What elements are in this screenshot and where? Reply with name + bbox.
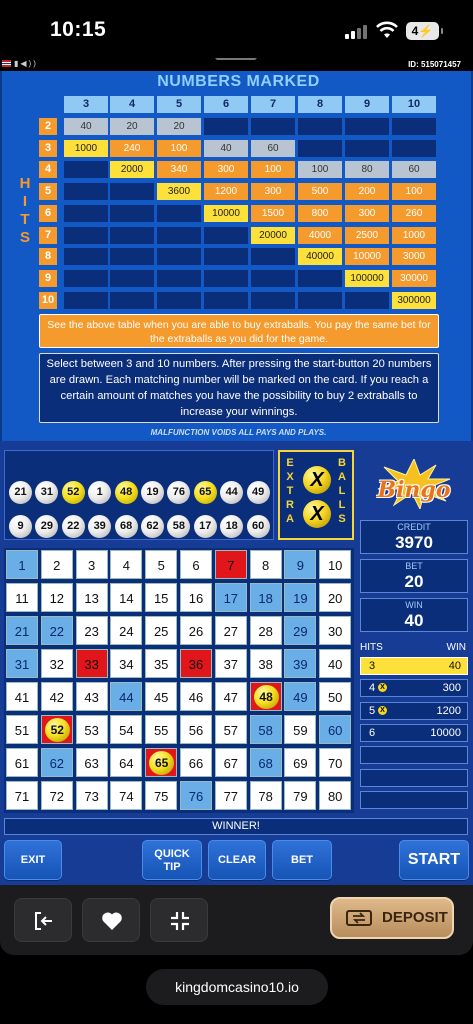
hits-letter: S <box>19 229 30 246</box>
paytable-cell <box>64 205 108 222</box>
paytable-cell: 1000 <box>392 227 436 244</box>
win-value: 1200 <box>436 704 461 717</box>
drawn-ball: 65 <box>194 481 217 504</box>
start-button[interactable]: START <box>399 840 469 880</box>
number-cell[interactable]: 12 <box>41 583 73 612</box>
paytable-cell <box>64 270 108 287</box>
paytable-cell <box>64 183 108 200</box>
number-cell[interactable]: 59 <box>284 715 316 744</box>
paytable-column-header: 8 <box>298 96 342 113</box>
number-cell[interactable] <box>41 715 73 744</box>
paytable-cell: 500 <box>298 183 342 200</box>
minimize-button[interactable] <box>150 898 208 942</box>
number-cell[interactable]: 40 <box>319 649 351 678</box>
number-cell[interactable]: 8 <box>250 550 282 579</box>
win-value: 40 <box>448 660 461 672</box>
paytable-cell <box>157 292 201 309</box>
paytable-cell <box>298 140 342 157</box>
paytable-column-header: 5 <box>157 96 201 113</box>
hits-letter: I <box>22 193 28 210</box>
paytable-cell: 100 <box>251 161 295 178</box>
number-cell[interactable]: 7 <box>215 550 247 579</box>
number-cell[interactable]: 37 <box>215 649 247 678</box>
paytable-cell <box>298 118 342 135</box>
bet-label: BET <box>405 561 423 571</box>
balls-letter: L <box>338 485 346 497</box>
hits-header: HITS <box>360 642 383 653</box>
number-cell[interactable]: 75 <box>145 781 177 810</box>
number-cell[interactable]: 69 <box>284 748 316 777</box>
number-cell[interactable]: 14 <box>110 583 142 612</box>
number-cell[interactable]: 46 <box>180 682 212 711</box>
paytable-cell: 40 <box>64 118 108 135</box>
paytable-cell <box>298 270 342 287</box>
paytable-hit-label: 5 <box>39 183 57 200</box>
drawn-ball: 62 <box>141 515 164 538</box>
number-cell[interactable]: 73 <box>76 781 108 810</box>
drawn-ball: 19 <box>141 481 164 504</box>
paytable-cell: 60 <box>392 161 436 178</box>
battery-indicator: 4⚡ <box>406 22 439 40</box>
paytable-cell <box>204 248 248 265</box>
paytable-cell: 800 <box>298 205 342 222</box>
number-cell[interactable]: 67 <box>215 748 247 777</box>
number-cell[interactable]: 33 <box>76 649 108 678</box>
number-cell[interactable]: 2 <box>41 550 73 579</box>
credit-label: CREDIT <box>397 522 431 532</box>
paytable-cell: 300000 <box>392 292 436 309</box>
deposit-icon <box>346 908 372 928</box>
drawn-ball: 22 <box>62 515 85 538</box>
hit-ball: 52 <box>45 718 70 742</box>
wifi-icon <box>376 21 398 39</box>
hits-win-row <box>360 791 468 809</box>
number-cell[interactable]: 16 <box>180 583 212 612</box>
number-cell[interactable]: 25 <box>145 616 177 645</box>
paytable-cell: 20000 <box>251 227 295 244</box>
hits-win-row <box>360 746 468 764</box>
extra-letter: T <box>286 485 294 497</box>
paytable-cell: 4000 <box>298 227 342 244</box>
drawn-ball: 49 <box>247 481 270 504</box>
extra-letter: R <box>286 499 294 511</box>
number-cell[interactable]: 55 <box>145 715 177 744</box>
sound-controls[interactable]: ▮◀)) <box>14 59 38 68</box>
quick-tip-line: TIP <box>163 861 181 873</box>
flag-icon[interactable] <box>2 60 11 67</box>
bet-box <box>360 559 468 593</box>
number-cell[interactable]: 15 <box>145 583 177 612</box>
number-cell[interactable]: 68 <box>250 748 282 777</box>
number-cell[interactable]: 60 <box>319 715 351 744</box>
paytable-hit-label: 4 <box>39 161 57 178</box>
drawn-ball: 18 <box>220 515 243 538</box>
number-cell[interactable]: 34 <box>110 649 142 678</box>
game-id: ID: 515071457 <box>408 60 461 69</box>
battery-level: 4 <box>411 24 419 38</box>
number-cell[interactable]: 80 <box>319 781 351 810</box>
paytable-cell: 340 <box>157 161 201 178</box>
drawn-ball: 68 <box>115 515 138 538</box>
exit-icon <box>32 909 56 933</box>
quick-tip-button[interactable] <box>142 840 202 880</box>
paytable-column-header: 10 <box>392 96 436 113</box>
clear-button[interactable]: CLEAR <box>208 840 266 880</box>
malfunction-notice: MALFUNCTION VOIDS ALL PAYS AND PLAYS. <box>150 428 327 437</box>
number-cell[interactable]: 57 <box>215 715 247 744</box>
number-cell[interactable]: 54 <box>110 715 142 744</box>
number-cell[interactable]: 27 <box>215 616 247 645</box>
paytable-cell <box>204 227 248 244</box>
number-cell[interactable]: 45 <box>145 682 177 711</box>
credit-value: 3970 <box>395 533 433 552</box>
number-cell[interactable]: 26 <box>180 616 212 645</box>
paytable-cell: 100 <box>298 161 342 178</box>
hits-value: 5 <box>369 704 376 717</box>
paytable-cell <box>110 248 154 265</box>
deposit-button[interactable] <box>330 897 454 939</box>
number-cell[interactable]: 30 <box>319 616 351 645</box>
win-label: WIN <box>405 600 423 610</box>
bingo-logo <box>362 455 466 515</box>
paytable-cell: 10000 <box>204 205 248 222</box>
extra-letter: A <box>286 513 294 525</box>
paytable-cell <box>345 140 389 157</box>
number-cell[interactable]: 62 <box>41 748 73 777</box>
paytable-cell: 1000 <box>64 140 108 157</box>
drawn-ball: 17 <box>194 515 217 538</box>
balls-letter: B <box>338 457 346 469</box>
number-cell[interactable]: 10 <box>319 550 351 579</box>
paytable-cell <box>110 227 154 244</box>
number-cell[interactable]: 64 <box>110 748 142 777</box>
win-value: 10000 <box>430 726 461 739</box>
number-cell[interactable]: 53 <box>76 715 108 744</box>
url-bar[interactable]: kingdomcasino10.io <box>146 969 328 1005</box>
paytable-column-header: 9 <box>345 96 389 113</box>
win-header: WIN <box>446 642 466 653</box>
paytable-cell: 200 <box>345 183 389 200</box>
number-cell[interactable]: 66 <box>180 748 212 777</box>
hits-value: 6 <box>369 726 376 739</box>
paytable-cell: 20 <box>157 118 201 135</box>
number-cell[interactable]: 5 <box>145 550 177 579</box>
number-cell[interactable]: 58 <box>250 715 282 744</box>
game-area <box>0 441 473 885</box>
number-cell[interactable]: 41 <box>6 682 38 711</box>
paytable-cell <box>64 227 108 244</box>
extra-balls-panel[interactable] <box>278 450 354 540</box>
paytable-cell: 1200 <box>204 183 248 200</box>
hits-letter: T <box>20 211 30 228</box>
hits-value: 3 <box>369 660 376 672</box>
paytable-cell <box>251 292 295 309</box>
bet-value: 20 <box>404 572 424 591</box>
number-cell[interactable]: 23 <box>76 616 108 645</box>
number-cell[interactable]: 4 <box>110 550 142 579</box>
paytable-hit-label: 2 <box>39 118 57 135</box>
hits-win-row <box>360 702 468 720</box>
number-cell[interactable]: 19 <box>284 583 316 612</box>
number-cell[interactable]: 11 <box>6 583 38 612</box>
number-cell[interactable]: 61 <box>6 748 38 777</box>
paytable-panel <box>0 71 473 441</box>
paytable-cell: 240 <box>110 140 154 157</box>
number-cell[interactable]: 70 <box>319 748 351 777</box>
status-time: 10:15 <box>50 18 107 41</box>
minimize-icon <box>168 909 192 933</box>
number-cell[interactable]: 36 <box>180 649 212 678</box>
extra-ball-1[interactable]: X <box>303 466 331 494</box>
bet-button[interactable]: BET <box>272 840 332 880</box>
number-cell[interactable]: 35 <box>145 649 177 678</box>
number-cell[interactable]: 31 <box>6 649 38 678</box>
paytable-cell <box>110 270 154 287</box>
winner-bar: WINNER! <box>4 818 468 835</box>
extra-ball-2[interactable]: X <box>303 500 331 528</box>
paytable-cell <box>204 118 248 135</box>
paytable-cell: 3600 <box>157 183 201 200</box>
hits-letter: H <box>19 175 31 192</box>
extra-letter: X <box>286 471 294 483</box>
status-bar <box>0 0 473 58</box>
number-cell[interactable]: 47 <box>215 682 247 711</box>
paytable-cell <box>204 292 248 309</box>
number-cell[interactable]: 76 <box>180 781 212 810</box>
paytable-cell: 20 <box>110 118 154 135</box>
number-cell[interactable]: 77 <box>215 781 247 810</box>
drawn-ball: 76 <box>167 481 190 504</box>
paytable-cell: 300 <box>345 205 389 222</box>
quick-tip-line: QUICK <box>154 848 190 860</box>
paytable-cell <box>298 292 342 309</box>
hits-win-row <box>360 657 468 675</box>
paytable-cell <box>110 292 154 309</box>
number-cell[interactable]: 51 <box>6 715 38 744</box>
paytable-cell <box>64 248 108 265</box>
paytable-cell: 60 <box>251 140 295 157</box>
paytable-cell <box>157 248 201 265</box>
number-cell[interactable]: 38 <box>250 649 282 678</box>
number-cell[interactable]: 18 <box>250 583 282 612</box>
extraball-icon: X <box>378 683 387 692</box>
drawn-ball: 29 <box>35 515 58 538</box>
paytable-column-header: 7 <box>251 96 295 113</box>
paytable-cell <box>345 292 389 309</box>
paytable-cell: 40 <box>204 140 248 157</box>
number-cell[interactable]: 24 <box>110 616 142 645</box>
paytable-cell: 10000 <box>345 248 389 265</box>
paytable-cell <box>110 183 154 200</box>
logo-text: Bingo <box>377 477 451 503</box>
paytable-cell <box>64 292 108 309</box>
drawn-ball: 1 <box>88 481 111 504</box>
balls-word <box>336 456 348 526</box>
paytable-hit-label: 9 <box>39 270 57 287</box>
number-cell[interactable]: 9 <box>284 550 316 579</box>
game-rules-info: Select between 3 and 10 numbers. After pressing the start-button 20 numbers are drawn. Each matching number will be marked on the card. If you reach a certain amount of matches you have the possibility to buy 2 extraballs to increase your winnings. <box>39 353 439 423</box>
paytable-cell <box>157 270 201 287</box>
paytable-cell: 100 <box>157 140 201 157</box>
paytable-hit-label: 7 <box>39 227 57 244</box>
number-cell[interactable]: 1 <box>6 550 38 579</box>
hits-vertical-label <box>18 175 32 247</box>
paytable-hit-label: 10 <box>39 292 57 309</box>
paytable-cell: 40000 <box>298 248 342 265</box>
drawn-balls-panel <box>4 450 274 540</box>
number-cell[interactable]: 28 <box>250 616 282 645</box>
paytable-hit-label: 3 <box>39 140 57 157</box>
hit-ball: 65 <box>149 751 174 775</box>
number-cell[interactable]: 32 <box>41 649 73 678</box>
paytable-cell: 300 <box>204 161 248 178</box>
number-cell[interactable]: 21 <box>6 616 38 645</box>
paytable-cell <box>204 270 248 287</box>
drawn-ball: 48 <box>115 481 138 504</box>
balls-letter: L <box>338 499 346 511</box>
favorite-button[interactable] <box>82 898 140 942</box>
number-cell[interactable]: 42 <box>41 682 73 711</box>
signal-icon <box>345 24 369 39</box>
number-cell[interactable]: 71 <box>6 781 38 810</box>
number-cell[interactable]: 79 <box>284 781 316 810</box>
game-top-strip <box>0 58 473 71</box>
drawn-ball: 31 <box>35 481 58 504</box>
number-cell[interactable]: 39 <box>284 649 316 678</box>
paytable-cell: 30000 <box>392 270 436 287</box>
hits-value: 4 <box>369 682 376 695</box>
paytable-column-header: 3 <box>64 96 108 113</box>
number-cell[interactable]: 6 <box>180 550 212 579</box>
number-cell[interactable]: 63 <box>76 748 108 777</box>
number-cell[interactable]: 74 <box>110 781 142 810</box>
win-value: 300 <box>442 682 461 695</box>
number-cell[interactable]: 44 <box>110 682 142 711</box>
paytable-cell <box>251 248 295 265</box>
win-value: 40 <box>404 611 424 630</box>
number-cell[interactable] <box>145 748 177 777</box>
paytable-cell <box>345 118 389 135</box>
paytable-cell <box>157 205 201 222</box>
paytable-cell <box>251 118 295 135</box>
hits-win-row <box>360 769 468 787</box>
number-cell[interactable]: 56 <box>180 715 212 744</box>
paytable-cell <box>110 205 154 222</box>
number-cell[interactable]: 49 <box>284 682 316 711</box>
casino-toolbar <box>0 885 473 955</box>
paytable-cell: 300 <box>251 183 295 200</box>
paytable-cell: 2000 <box>110 161 154 178</box>
extraball-icon: X <box>378 706 387 715</box>
balls-letter: A <box>338 471 346 483</box>
paytable-cell <box>64 161 108 178</box>
paytable-column-header: 4 <box>110 96 154 113</box>
number-cell[interactable]: 17 <box>215 583 247 612</box>
paytable-title: NUMBERS MARKED <box>157 73 320 90</box>
emblem-icon <box>215 58 257 68</box>
win-box <box>360 598 468 632</box>
paytable-cell: 80 <box>345 161 389 178</box>
paytable-hit-label: 6 <box>39 205 57 222</box>
paytable-cell <box>392 140 436 157</box>
drawn-ball: 21 <box>9 481 32 504</box>
hits-win-row <box>360 679 468 697</box>
drawn-ball: 9 <box>9 515 32 538</box>
number-cell[interactable]: 3 <box>76 550 108 579</box>
number-cell[interactable]: 43 <box>76 682 108 711</box>
number-grid <box>4 548 354 813</box>
drawn-ball: 60 <box>247 515 270 538</box>
extra-letter: E <box>286 457 294 469</box>
number-cell[interactable]: 72 <box>41 781 73 810</box>
number-cell[interactable]: 78 <box>250 781 282 810</box>
drawn-ball: 39 <box>88 515 111 538</box>
number-cell[interactable]: 20 <box>319 583 351 612</box>
extraball-info: See the above table when you are able to buy extraballs. You pay the same bet for the extraballs as you did for the game. <box>39 314 439 348</box>
balls-letter: S <box>338 513 346 525</box>
drawn-ball: 52 <box>62 481 85 504</box>
extra-word <box>284 456 296 526</box>
paytable-cell: 3000 <box>392 248 436 265</box>
number-cell[interactable]: 50 <box>319 682 351 711</box>
paytable-cell <box>157 227 201 244</box>
drawn-ball: 44 <box>220 481 243 504</box>
number-cell[interactable] <box>250 682 282 711</box>
drawn-ball: 58 <box>167 515 190 538</box>
paytable-cell: 2500 <box>345 227 389 244</box>
paytable-cell: 1500 <box>251 205 295 222</box>
heart-icon <box>100 909 124 933</box>
number-cell[interactable]: 13 <box>76 583 108 612</box>
paytable-cell: 260 <box>392 205 436 222</box>
number-cell[interactable]: 29 <box>284 616 316 645</box>
paytable-hit-label: 8 <box>39 248 57 265</box>
paytable-cell <box>392 118 436 135</box>
paytable-column-header: 6 <box>204 96 248 113</box>
paytable-cell: 100000 <box>345 270 389 287</box>
exit-button[interactable]: EXIT <box>4 840 62 880</box>
credit-box <box>360 520 468 554</box>
hits-win-row <box>360 724 468 742</box>
paytable-cell: 100 <box>392 183 436 200</box>
paytable-cell <box>251 270 295 287</box>
hit-ball: 48 <box>254 685 279 709</box>
number-cell[interactable]: 22 <box>41 616 73 645</box>
exit-game-button[interactable] <box>14 898 72 942</box>
deposit-label: DEPOSIT <box>382 909 448 926</box>
